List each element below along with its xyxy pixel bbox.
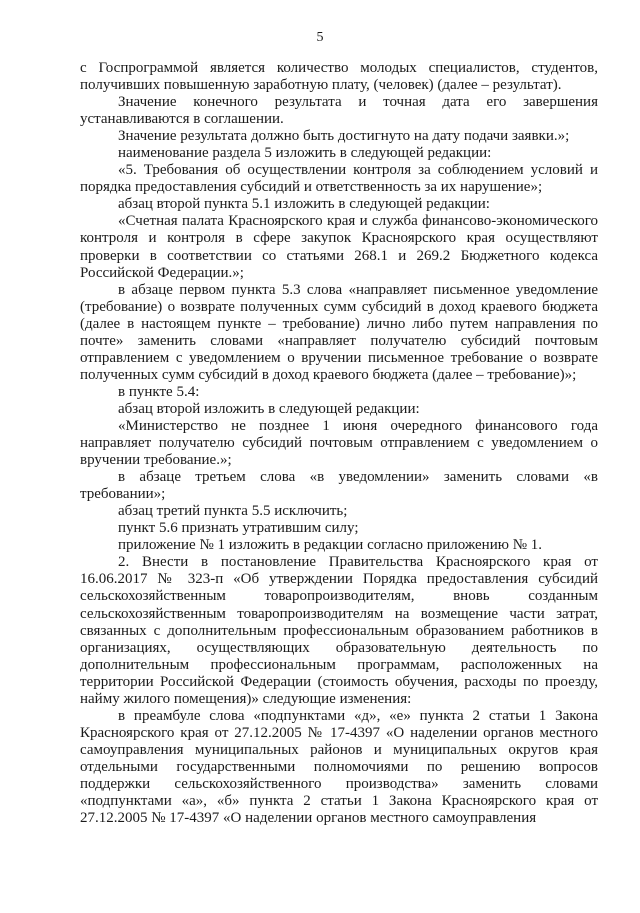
page-number: 5 <box>316 30 324 45</box>
paragraph-result-deadline: Значение результата должно быть достигнуто на дату подачи заявки.»; <box>118 128 570 145</box>
document-body <box>80 60 598 827</box>
paragraph-preamble: в преамбуле слова «подпунктами «д», «е» пункта 2 статьи 1 Закона Красноярского края от 27.12.2005 № 17-4397 «О наделении органов местного самоуправления муниципальных районов и муниципальных округов края отдельными государственными полномочиями по решению вопросов поддержки сельскохозяйственного производства» заменить словами «подпунктами «а», «б» пункта 2 статьи 1 Закона Красноярского края от 27.12.2005 № 17-4397 «О наделении органов местного самоуправления <box>80 707 598 827</box>
paragraph-continuation: с Госпрограммой является количество молодых специалистов, студентов, получивших повышенную заработную плату, (человек) (далее – результат). <box>80 60 598 94</box>
paragraph-5-4-third: в абзаце третьем слова «в уведомлении» заменить словами «в требовании»; <box>80 469 598 503</box>
paragraph-item-2: 2. Внести в постановление Правительства Красноярского края от 16.06.2017 № 323-п «Об утверждении Порядка предоставления субсидий сельскохозяйственным товаропроизводителям, вновь созданным сельскохозяйственным товаропроизводителям на возмещение части затрат, связанных с дополнительным профессиональным образованием работников в организациях, осуществляющих образовательную деятельность по дополнительным профессиональным программам, расположенных на территории Российской Федерации (стоимость обучения, расходы по проезду, найму жилого помещения)» следующие изменения: <box>80 554 598 707</box>
paragraph-5-1-instruction: абзац второй пункта 5.1 изложить в следующей редакции: <box>118 196 490 213</box>
paragraph-section5-title: «5. Требования об осуществлении контроля за соблюдением условий и порядка предоставления субсидий и ответственность за их нарушение»; <box>80 162 598 196</box>
paragraph-5-6: пункт 5.6 признать утратившим силу; <box>118 520 359 537</box>
paragraph-result-value: Значение конечного результата и точная дата его завершения устанавливаются в соглашении. <box>80 94 598 128</box>
paragraph-5-4-instruction: абзац второй изложить в следующей редакции: <box>118 400 420 417</box>
paragraph-5-3-amendment: в абзаце первом пункта 5.3 слова «направляет письменное уведомление (требование) о возврате полученных сумм субсидий в доход краевого бюджета (далее в настоящем пункте – требование) лично либо путем направления по почте» заменить словами «направляет получателю субсидий почтовым отправлением с уведомлением о вручении письменное требование о возврате полученных сумм субсидий в доход краевого бюджета (далее – требование)»; <box>80 281 598 383</box>
paragraph-5-1-text: «Счетная палата Красноярского края и служба финансово-экономического контроля и контроля в сфере закупок Красноярского края осуществляют проверки в соответствии со статьями 268.1 и 269.2 Бюджетного кодекса Российской Федерации.»; <box>80 213 598 281</box>
paragraph-section5-title-instruction: наименование раздела 5 изложить в следующей редакции: <box>118 145 492 162</box>
paragraph-5-5: абзац третий пункта 5.5 исключить; <box>118 503 348 520</box>
paragraph-appendix-1: приложение № 1 изложить в редакции согласно приложению № 1. <box>118 537 543 554</box>
paragraph-5-4-text: «Министерство не позднее 1 июня очередного финансового года направляет получателю субсидий почтовым отправлением с уведомлением о вручении требование.»; <box>80 417 598 469</box>
paragraph-5-4-header: в пункте 5.4: <box>118 383 200 400</box>
